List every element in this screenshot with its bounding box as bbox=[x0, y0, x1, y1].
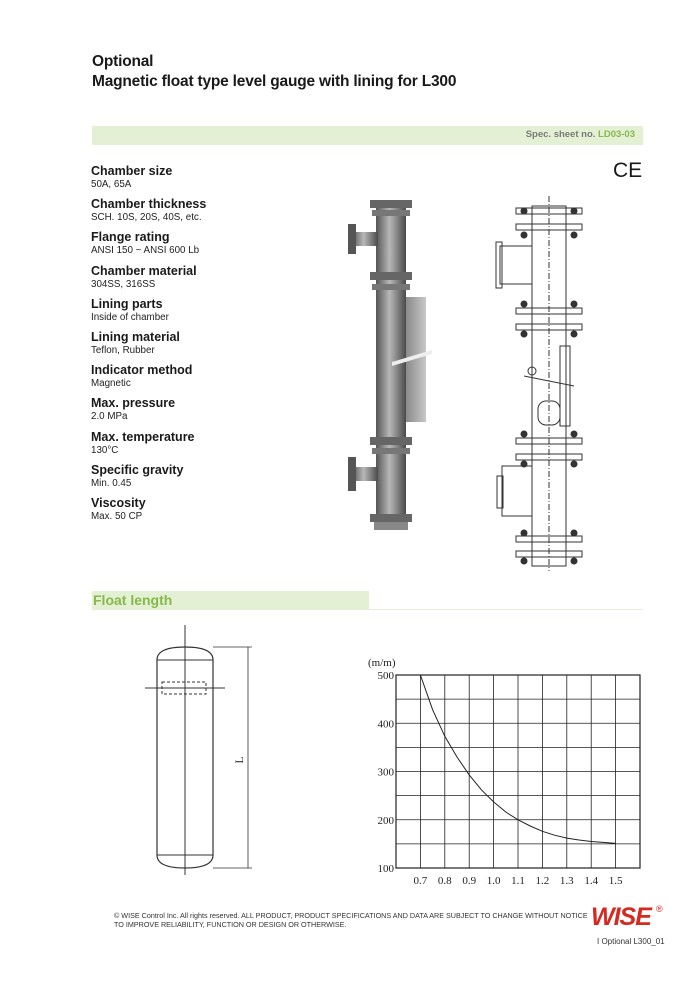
spec-sheet-number bbox=[526, 129, 635, 140]
float-length-chart bbox=[350, 650, 650, 895]
chart-x-tick-label: 0.9 bbox=[462, 875, 477, 887]
spec-label: Chamber size bbox=[91, 164, 173, 178]
spec-item bbox=[91, 330, 331, 363]
spec-label: Chamber thickness bbox=[91, 197, 207, 212]
chart-x-tick-label: 0.8 bbox=[437, 875, 452, 887]
spec-item bbox=[91, 230, 331, 263]
spec-value: ANSI 150 ~ ANSI 600 Lb bbox=[91, 245, 200, 257]
spec-item bbox=[91, 297, 331, 330]
chart-y-tick-label: 100 bbox=[377, 863, 394, 875]
chart-x-tick-label: 0.7 bbox=[413, 875, 428, 887]
chart-x-tick-label: 1.3 bbox=[559, 875, 574, 887]
chart-x-tick-label: 1.1 bbox=[511, 875, 525, 887]
spec-sheet-bar bbox=[92, 126, 643, 145]
spec-label: Flange rating bbox=[91, 230, 170, 245]
spec-label: Max. temperature bbox=[91, 429, 195, 444]
section-divider bbox=[369, 609, 643, 610]
spec-label: Specific gravity bbox=[91, 462, 184, 477]
spec-item bbox=[91, 264, 331, 297]
spec-item bbox=[91, 164, 331, 197]
spec-value: Max. 50 CP bbox=[91, 510, 143, 522]
chart-x-tick-label: 1.4 bbox=[584, 875, 599, 887]
chart-x-ticks bbox=[414, 875, 623, 887]
title-line-1: Optional bbox=[92, 53, 154, 70]
spec-item bbox=[91, 496, 331, 529]
spec-sheet-prefix: Spec. sheet no. bbox=[525, 129, 596, 140]
dimension-label: L bbox=[232, 756, 246, 764]
chart-ylabel: (m/m) bbox=[368, 657, 396, 669]
spec-label: Chamber material bbox=[91, 263, 197, 278]
spec-label: Indicator method bbox=[91, 363, 193, 378]
chart-x-tick-label: 1.2 bbox=[535, 875, 550, 887]
chart-y-tick-label: 200 bbox=[377, 814, 394, 827]
page-label: I Optional L300_01 bbox=[597, 937, 665, 946]
title-line-2: Magnetic float type level gauge with lining for L300 bbox=[92, 73, 457, 90]
spec-value: Teflon, Rubber bbox=[91, 344, 155, 356]
chart-y-ticks bbox=[378, 670, 395, 875]
spec-item bbox=[91, 197, 331, 230]
spec-label: Viscosity bbox=[91, 495, 146, 510]
float-diagram bbox=[140, 625, 270, 875]
spec-value: 50A, 65A bbox=[91, 179, 132, 190]
spec-value: 2.0 MPa bbox=[91, 411, 128, 423]
float-length-bar bbox=[92, 591, 369, 610]
spec-value: SCH. 10S, 20S, 40S, etc. bbox=[91, 212, 202, 224]
wise-logo: WISE bbox=[591, 903, 651, 931]
spec-label: Max. pressure bbox=[91, 396, 176, 411]
spec-label: Lining material bbox=[91, 329, 180, 344]
technical-drawing bbox=[494, 196, 604, 576]
product-photo bbox=[340, 192, 440, 532]
spec-value: 304SS, 316SS bbox=[91, 278, 156, 290]
spec-value: Magnetic bbox=[91, 378, 131, 390]
float-length-title: Float length bbox=[93, 592, 173, 608]
registered-mark: ® bbox=[656, 904, 663, 914]
spec-item bbox=[91, 363, 331, 396]
chart-y-tick-label: 500 bbox=[377, 670, 394, 682]
spec-label: Lining parts bbox=[91, 296, 163, 311]
spec-value: 130°C bbox=[91, 444, 119, 456]
spec-sheet-code: LD03-03 bbox=[598, 129, 635, 140]
spec-value: Inside of chamber bbox=[91, 311, 169, 323]
chart-y-tick-label: 400 bbox=[377, 718, 394, 731]
ce-mark: CE bbox=[613, 159, 643, 182]
spec-value: Min. 0.45 bbox=[91, 477, 132, 489]
spec-list bbox=[91, 164, 331, 529]
copyright-notice: © WISE Control Inc. All rights reserved. ALL PRODUCT, PRODUCT SPECIFICATIONS AND DATA ARE SUBJECT TO CHANGE WITHOUT NOTICE TO IMPROVE RELIABILITY, FUNCTION OR DESIGN OR OTHERWISE. bbox=[114, 911, 588, 929]
page-title bbox=[92, 52, 456, 92]
spec-item bbox=[91, 430, 331, 463]
chart-grid bbox=[396, 675, 640, 868]
chart-y-tick-label: 300 bbox=[377, 766, 394, 779]
spec-item bbox=[91, 463, 331, 496]
spec-item bbox=[91, 396, 331, 429]
chart-x-tick-label: 1.5 bbox=[608, 875, 623, 887]
chart-x-tick-label: 1.0 bbox=[486, 875, 501, 887]
